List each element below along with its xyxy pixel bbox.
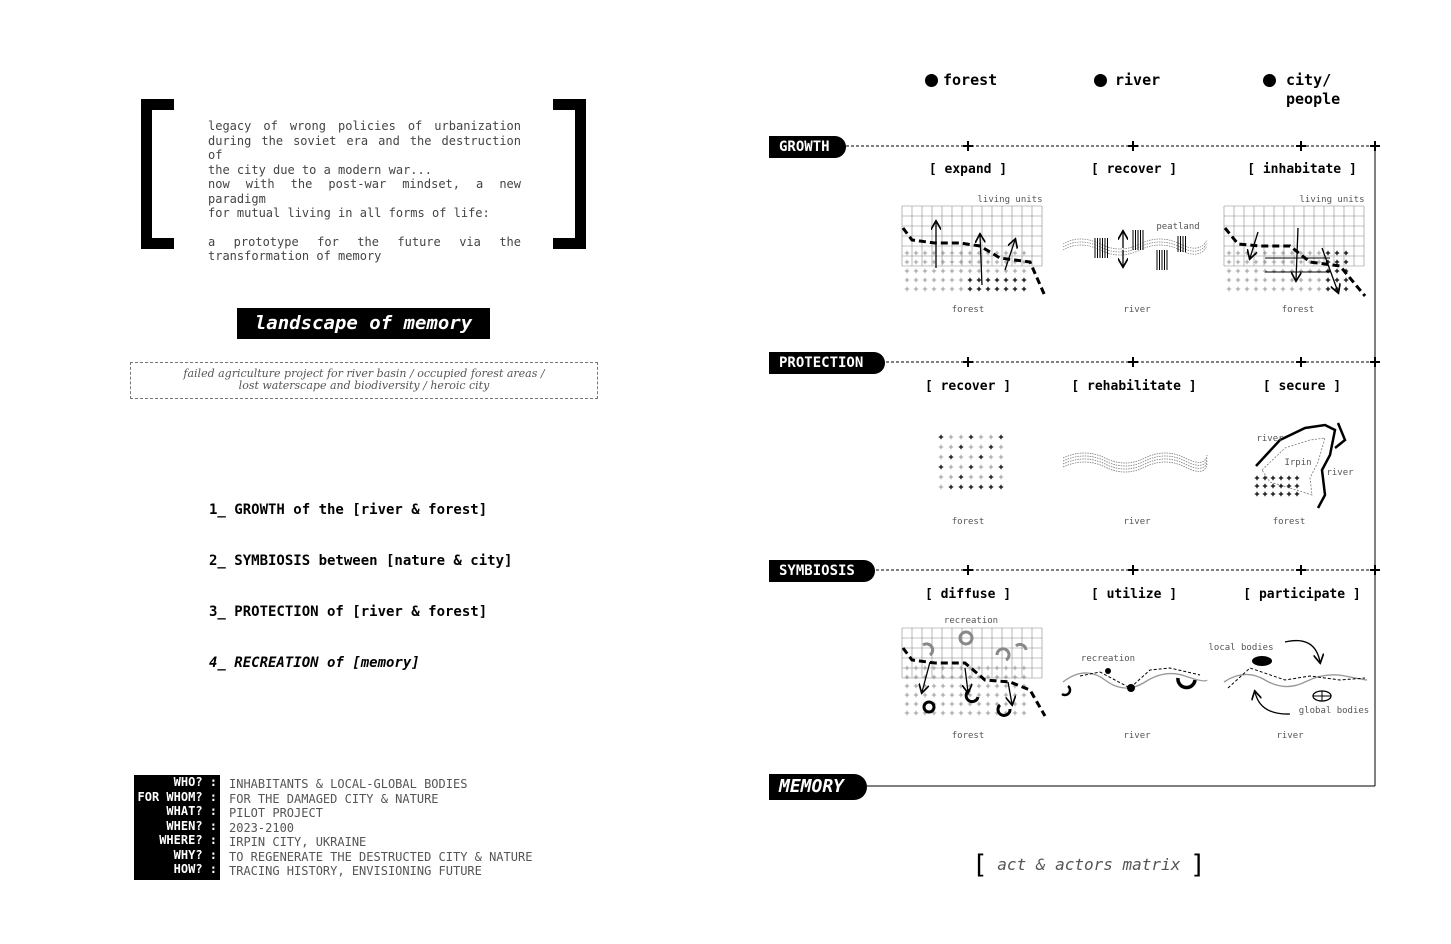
label-global-bodies: global bodies	[1298, 706, 1370, 716]
recreation-arc-icon	[923, 644, 933, 655]
label-forest: forest	[951, 731, 985, 741]
map-label-irpin: Irpin	[1284, 458, 1312, 468]
activity-dot-icon	[1127, 684, 1135, 692]
qa-label: WHY? :	[173, 847, 217, 862]
bracket-close: ]	[1189, 850, 1206, 880]
label-forest: forest	[1272, 517, 1306, 527]
action-rehabilitate: [ rehabilitate ]	[1071, 379, 1197, 394]
intro-line: the city due to a modern war...	[208, 162, 432, 177]
forest-dot-icon	[925, 74, 938, 87]
failed-line-2: lost waterscape and biodiversity / heroic city	[238, 379, 490, 392]
recreation-arc-icon	[1062, 686, 1070, 695]
label-peatland: peatland	[1156, 222, 1200, 232]
qa-label: HOW? :	[173, 862, 217, 876]
intro-line: during the soviet era and the destruction of	[208, 133, 521, 162]
recreation-ring-icon	[924, 702, 934, 712]
matrix-title-text: act & actors matrix	[997, 855, 1181, 874]
action-expand: [ expand ]	[928, 162, 1008, 177]
legend-forest: forest	[943, 71, 998, 89]
action-utilize: [ utilize ]	[1090, 587, 1178, 602]
activity-dot-icon	[1105, 668, 1111, 674]
label-recreation: recreation	[943, 616, 999, 626]
recreation-arc-icon	[1178, 678, 1195, 688]
map-label-river: river	[1326, 468, 1354, 478]
recreation-arc-icon	[1016, 644, 1026, 650]
qa-value: PILOT PROJECT	[229, 806, 323, 820]
map-label-river: river	[1256, 434, 1284, 444]
qa-value: INHABITANTS & LOCAL-GLOBAL BODIES	[229, 777, 468, 791]
recreation-arc-icon	[998, 705, 1010, 715]
intro-line: now with the post-war mindset, a new paradigm	[208, 177, 521, 206]
label-forest: forest	[951, 305, 985, 315]
legend-city-line1: city/	[1286, 71, 1332, 89]
intro-line: for mutual living in all forms of life:	[208, 206, 490, 220]
river-dot-icon	[1094, 74, 1107, 87]
city-boundary-line	[1335, 423, 1345, 448]
label-recreation: recreation	[1080, 654, 1136, 664]
action-participate: [ participate ]	[1243, 587, 1361, 602]
intro-line: legacy of wrong policies of urbanization	[208, 119, 521, 133]
city-dot-icon	[1263, 74, 1276, 87]
river-wave	[1063, 456, 1207, 466]
qa-value: TO REGENERATE THE DESTRUCTED CITY & NATURE	[229, 849, 533, 864]
recreation-arc-icon	[997, 649, 1009, 660]
qa-label: FOR WHOM? :	[137, 789, 217, 804]
river-line	[1224, 674, 1367, 686]
label-river: river	[1123, 517, 1151, 527]
qa-value: TRACING HISTORY, ENVISIONING FUTURE	[229, 864, 482, 878]
qa-label: WHAT? :	[166, 804, 217, 818]
action-secure: [ secure ]	[1262, 379, 1342, 394]
action-recover-forest: [ recover ]	[924, 379, 1012, 394]
label-river: river	[1276, 731, 1304, 741]
label-river: river	[1123, 305, 1151, 315]
label-forest: forest	[1281, 305, 1315, 315]
intro-line: transformation of memory	[208, 249, 382, 263]
qa-value: IRPIN CITY, UKRAINE	[229, 835, 367, 849]
page-title: landscape of memory	[237, 308, 490, 339]
local-bodies-arrow	[1285, 641, 1320, 662]
inhabit-arrow	[1322, 248, 1338, 292]
row-tag-protection: PROTECTION	[769, 352, 885, 374]
label-forest: forest	[951, 517, 985, 527]
qa-label: WHEN? :	[166, 818, 217, 833]
river-wave	[1063, 453, 1207, 463]
matrix-title	[972, 850, 1206, 880]
intro-line: a prototype for the future via the	[208, 234, 521, 249]
row-tag-symbiosis: SYMBIOSIS	[769, 560, 875, 582]
bracket-open: [	[972, 850, 988, 880]
legend-city-line2: people	[1286, 90, 1341, 108]
qa-value: 2023-2100	[229, 820, 295, 835]
goal-recreation: 4_ RECREATION of [memory]	[209, 655, 420, 671]
goal-protection: 3_ PROTECTION of [river & forest]	[209, 604, 488, 620]
growth-arrow	[1005, 240, 1015, 270]
legend-city	[1286, 71, 1340, 109]
global-bodies-arrow	[1255, 692, 1290, 714]
legend-river: river	[1115, 71, 1161, 89]
qa-value: FOR THE DAMAGED CITY & NATURE	[229, 791, 439, 806]
local-bodies-icon	[1252, 656, 1272, 666]
diffuse-arrow	[1008, 682, 1012, 704]
action-recover-river: [ recover ]	[1090, 162, 1178, 177]
goal-growth: 1_ GROWTH of the [river & forest]	[209, 502, 488, 518]
failed-line-1: failed agriculture project for river basin / occupied forest areas /	[183, 367, 545, 380]
row-tag-growth: GROWTH	[769, 136, 846, 158]
label-local-bodies: local bodies	[1208, 643, 1274, 653]
river-wave	[1063, 459, 1207, 469]
goal-symbiosis: 2_ SYMBIOSIS between [nature & city]	[209, 553, 513, 569]
action-inhabitate: [ inhabitate ]	[1247, 162, 1357, 177]
qa-label: WHO? :	[173, 775, 217, 789]
row-tag-memory: MEMORY	[769, 774, 867, 800]
action-diffuse: [ diffuse ]	[924, 587, 1012, 602]
label-living-units: living units	[1299, 195, 1365, 205]
diffuse-arrow	[965, 668, 968, 692]
label-living-units: living units	[977, 195, 1043, 205]
qa-label: WHERE? :	[159, 833, 217, 847]
river-wave	[1063, 462, 1207, 472]
label-river: river	[1123, 731, 1151, 741]
